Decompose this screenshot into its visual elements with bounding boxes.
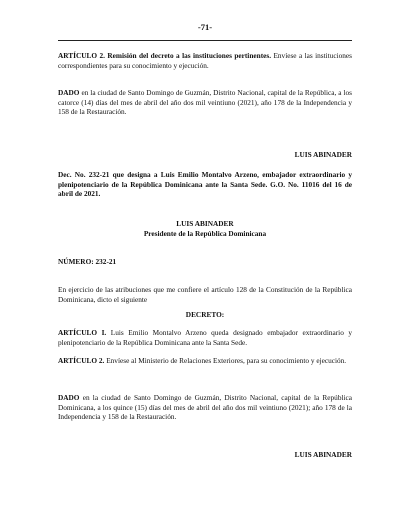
signature-first: LUIS ABINADER [294, 150, 352, 159]
article-label: ARTÍCULO 2. [58, 356, 105, 365]
header-rule [58, 40, 352, 41]
signature-second: LUIS ABINADER [294, 450, 352, 459]
decreto-heading: DECRETO: [185, 310, 225, 319]
article-text: Luis Emilio Montalvo Arzeno queda designado embajador extraordinario y plenipotenciario de la República Dominicana ante la Santa Sede. [58, 328, 353, 347]
article-text: Envíese al Ministerio de Relaciones Exteriores, para su conocimiento y ejecución. [106, 356, 347, 365]
decree-number: NÚMERO: 232-21 [58, 257, 117, 266]
article-1 [58, 328, 352, 347]
article-label: ARTÍCULO 2. [58, 51, 105, 60]
dado-label: DADO [58, 393, 80, 402]
dado-text: en la ciudad de Santo Domingo de Guzmán, Distrito Nacional, capital de la República Dominicana, a los quince (15) días del mes de abril del año dos mil veintiuno (2021); año 178 de la Independencia y 158 de la Restauración. [58, 393, 352, 422]
article-2-remision [58, 51, 352, 70]
president-name: LUIS ABINADER [176, 219, 234, 228]
dado-paragraph-first [58, 88, 352, 117]
dado-paragraph-second [58, 393, 352, 422]
article-label: ARTÍCULO I. [58, 328, 107, 337]
preamble: En ejercicio de las atribuciones que me confiere el artículo 128 de la Constitución de la República Dominicana, dicto el siguiente [58, 285, 352, 304]
article-heading: Remisión del decreto a las instituciones pertinentes. [107, 51, 272, 60]
decree-summary: Dec. No. 232-21 que designa a Luis Emilio Montalvo Arzeno, embajador extraordinario y plenipotenciario de la República Dominicana ante la Santa Sede. G.O. No. 11016 del 16 de abril de 2021. [58, 170, 352, 199]
article-2-envio [58, 356, 352, 366]
dado-label: DADO [58, 88, 80, 97]
president-title: Presidente de la República Dominicana [143, 228, 267, 238]
page-number: -71- [197, 22, 213, 32]
dado-text: en la ciudad de Santo Domingo de Guzmán, Distrito Nacional, capital de la República, a los catorce (14) días del mes de abril del año dos mil veintiuno (2021), año 178 de la Independencia y 158 de la Restauración. [58, 88, 352, 117]
article-text: Envíese a las instituciones correspondientes para su conocimiento y ejecución. [58, 51, 352, 70]
